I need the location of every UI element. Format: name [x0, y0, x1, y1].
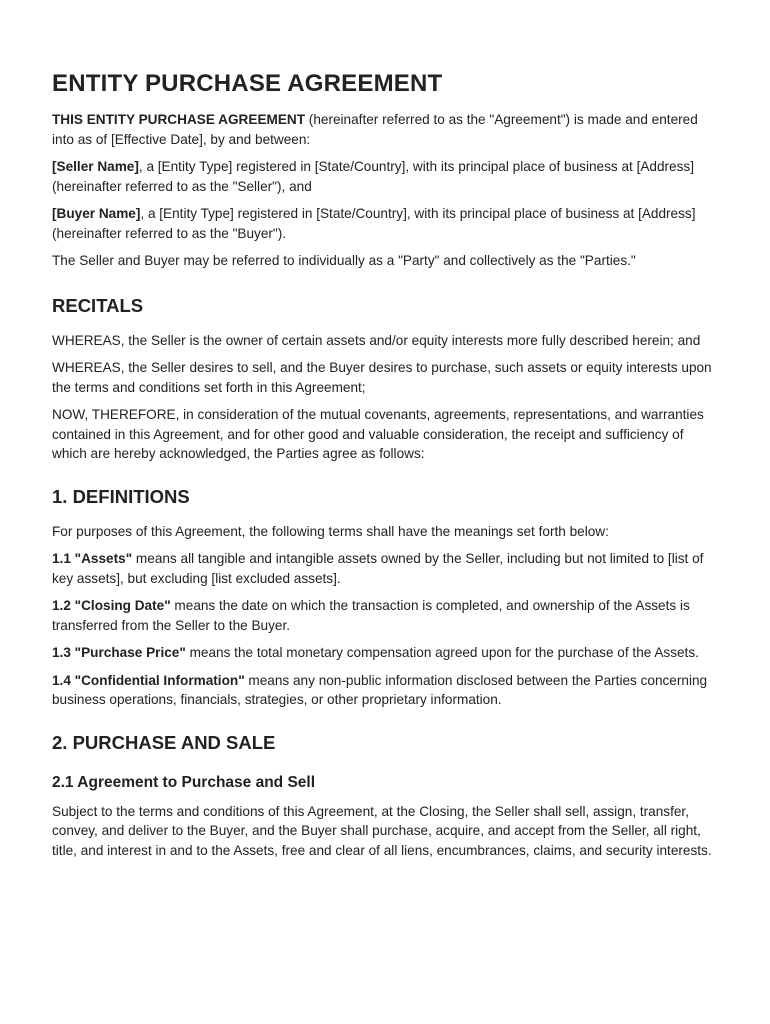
intro-lead: THIS ENTITY PURCHASE AGREEMENT: [52, 112, 306, 127]
definition-text: means any non-public information disclosed between the Parties concerning business operations, financials, strategies, or other proprietary information.: [52, 672, 708, 707]
definition-term: 1.2 "Closing Date": [52, 598, 171, 613]
definition-term: 1.3 "Purchase Price": [52, 645, 186, 660]
purchase-sale-paragraph: Subject to the terms and conditions of this Agreement, at the Closing, the Seller shall sell, assign, transfer, convey, and deliver to the Buyer, and the Buyer shall purchase, acquire, and accept from the Seller, all right, title, and interest in and to the Assets, free and clear of all liens, encumbrances, claims, and security interests.: [52, 803, 712, 858]
seller-name: [Seller Name]: [52, 159, 139, 174]
definition-text: means all tangible and intangible assets owned by the Seller, including but not limited to [list of key assets], but excluding [list excluded assets].: [52, 551, 704, 586]
definition-item: [52, 643, 718, 663]
definition-item: [52, 671, 718, 710]
intro-rest: (hereinafter referred to as the "Agreement") is made and entered into as of [Effective Date], by and between:: [52, 112, 698, 147]
recital-paragraph: WHEREAS, the Seller desires to sell, and the Buyer desires to purchase, such assets or equity interests upon the terms and conditions set forth in this Agreement;: [52, 360, 712, 395]
definitions-section: [52, 486, 718, 710]
definition-text: means the total monetary compensation agreed upon for the purchase of the Assets.: [185, 645, 699, 660]
buyer-name: [Buyer Name]: [52, 206, 141, 221]
recital-paragraph: WHEREAS, the Seller is the owner of certain assets and/or equity interests more fully described herein; and: [52, 332, 701, 348]
buyer-paragraph: [52, 204, 718, 243]
purchase-sale-subheading: 2.1 Agreement to Purchase and Sell: [52, 773, 316, 791]
intro-paragraph: [52, 110, 718, 149]
recital-paragraph: NOW, THEREFORE, in consideration of the mutual covenants, agreements, representations, and warranties contained in this Agreement, and for other good and valuable consideration, the receipt and sufficiency of which are hereby acknowledged, the Parties agree as follows:: [52, 407, 704, 461]
purchase-sale-section: [52, 732, 718, 861]
buyer-details: , a [Entity Type] registered in [State/Country], with its principal place of business at [Address] (hereinafter referred to as the "Buyer").: [52, 206, 696, 241]
definition-term: 1.1 "Assets": [52, 551, 133, 566]
definition-text: means the date on which the transaction is completed, and ownership of the Assets is transferred from the Seller to the Buyer.: [52, 598, 690, 633]
recitals-heading: RECITALS: [52, 294, 144, 316]
document-title: ENTITY PURCHASE AGREEMENT: [52, 70, 443, 97]
definition-item: [52, 596, 718, 635]
seller-details: , a [Entity Type] registered in [State/Country], with its principal place of business at [Address] (hereinafter referred to as the "Seller"), and: [52, 159, 694, 194]
definition-item: [52, 549, 718, 588]
definition-term: 1.4 "Confidential Information": [52, 672, 245, 688]
recitals-section: [52, 295, 718, 464]
parties-note: The Seller and Buyer may be referred to individually as a "Party" and collectively as the "Parties.": [52, 253, 636, 268]
definitions-heading: 1. DEFINITIONS: [52, 485, 190, 507]
definitions-intro: For purposes of this Agreement, the following terms shall have the meanings set forth below:: [52, 523, 609, 539]
seller-paragraph: [52, 157, 718, 196]
purchase-sale-heading: 2. PURCHASE AND SALE: [52, 731, 276, 753]
